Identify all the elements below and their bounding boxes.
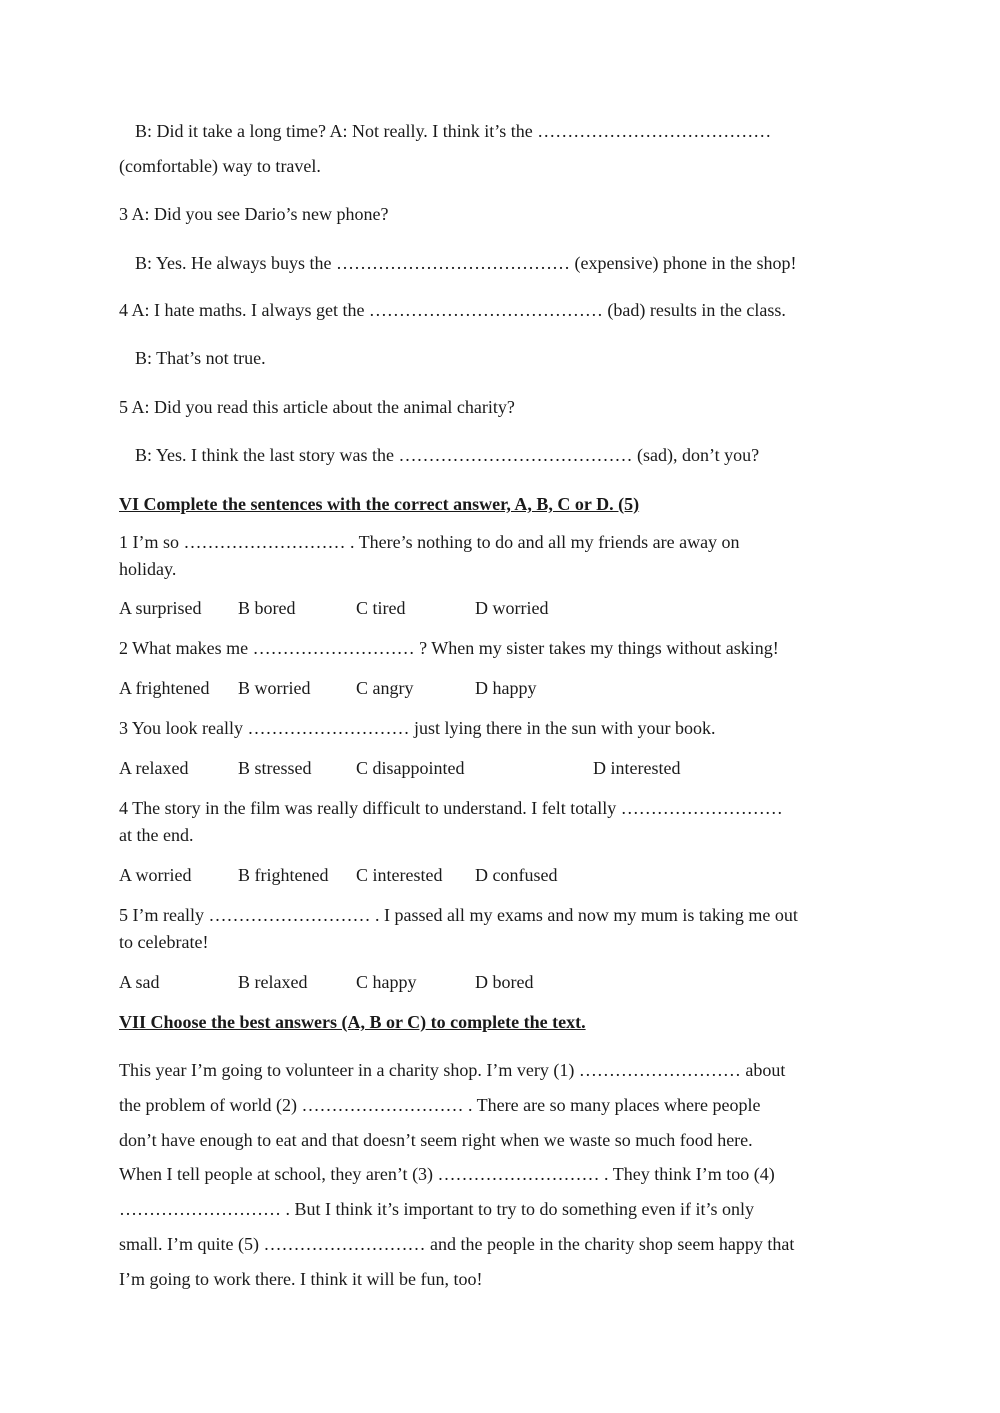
option-d: D confused bbox=[475, 865, 558, 885]
passage-line-5: ……………………… . But I think it’s important to try to do something even if it’s only bbox=[119, 1199, 754, 1219]
passage-line-6: small. I’m quite (5) ……………………… and the people in the charity shop seem happy that bbox=[119, 1234, 795, 1254]
question-3-options bbox=[119, 757, 919, 779]
question-4-options bbox=[119, 864, 919, 886]
option-a: A sad bbox=[119, 972, 160, 992]
passage-line-3: don’t have enough to eat and that doesn’t seem right when we waste so much food here. bbox=[119, 1130, 753, 1150]
question-5-text-cont: to celebrate! bbox=[119, 932, 209, 952]
option-c: C disappointed bbox=[356, 758, 465, 778]
option-b: B stressed bbox=[238, 758, 312, 778]
dialogue-line-5a: 5 A: Did you read this article about the animal charity? bbox=[119, 397, 515, 417]
option-c: C angry bbox=[356, 678, 414, 698]
dialogue-line-4a: 4 A: I hate maths. I always get the ………………………………… (bad) results in the class. bbox=[119, 300, 786, 320]
option-b: B worried bbox=[238, 678, 311, 698]
question-1-options bbox=[119, 597, 919, 619]
question-4-text: 4 The story in the film was really difficult to understand. I felt totally ……………………… bbox=[119, 798, 783, 818]
dialogue-line-5b: B: Yes. I think the last story was the ………………………………… (sad), don’t you? bbox=[135, 445, 760, 465]
option-a: A worried bbox=[119, 865, 192, 885]
option-a: A frightened bbox=[119, 678, 210, 698]
question-2-text: 2 What makes me ……………………… ? When my sister takes my things without asking! bbox=[119, 638, 779, 658]
option-c: C tired bbox=[356, 598, 406, 618]
passage-line-1: This year I’m going to volunteer in a charity shop. I’m very (1) ……………………… about bbox=[119, 1060, 786, 1080]
option-a: A relaxed bbox=[119, 758, 189, 778]
passage-line-4: When I tell people at school, they aren’t (3) ……………………… . They think I’m too (4) bbox=[119, 1164, 775, 1184]
option-d: D interested bbox=[593, 758, 681, 778]
section-7-heading: VII Choose the best answers (A, B or C) to complete the text. bbox=[119, 1012, 586, 1032]
passage-line-2: the problem of world (2) ……………………… . There are so many places where people bbox=[119, 1095, 761, 1115]
question-3-text: 3 You look really ……………………… just lying there in the sun with your book. bbox=[119, 718, 716, 738]
question-1-text-cont: holiday. bbox=[119, 559, 177, 579]
dialogue-line-3a: 3 A: Did you see Dario’s new phone? bbox=[119, 204, 389, 224]
option-d: D bored bbox=[475, 972, 534, 992]
option-d: D happy bbox=[475, 678, 537, 698]
option-b: B relaxed bbox=[238, 972, 308, 992]
dialogue-line-2b: B: Did it take a long time? A: Not really. I think it’s the ………………………………… bbox=[135, 121, 772, 141]
passage-line-7: I’m going to work there. I think it will be fun, too! bbox=[119, 1269, 483, 1289]
option-c: C interested bbox=[356, 865, 443, 885]
option-b: B bored bbox=[238, 598, 296, 618]
section-6-heading: VI Complete the sentences with the correct answer, A, B, C or D. (5) bbox=[119, 494, 640, 514]
option-a: A surprised bbox=[119, 598, 202, 618]
question-5-text: 5 I’m really ……………………… . I passed all my exams and now my mum is taking me out bbox=[119, 905, 798, 925]
option-b: B frightened bbox=[238, 865, 329, 885]
question-2-options bbox=[119, 677, 919, 699]
question-5-options bbox=[119, 971, 919, 993]
dialogue-line-2b-cont: (comfortable) way to travel. bbox=[119, 156, 321, 176]
question-4-text-cont: at the end. bbox=[119, 825, 194, 845]
dialogue-line-3b: B: Yes. He always buys the ………………………………… (expensive) phone in the shop! bbox=[135, 253, 797, 273]
option-d: D worried bbox=[475, 598, 549, 618]
option-c: C happy bbox=[356, 972, 417, 992]
question-1-text: 1 I’m so ……………………… . There’s nothing to do and all my friends are away on bbox=[119, 532, 740, 552]
dialogue-line-4b: B: That’s not true. bbox=[135, 348, 266, 368]
